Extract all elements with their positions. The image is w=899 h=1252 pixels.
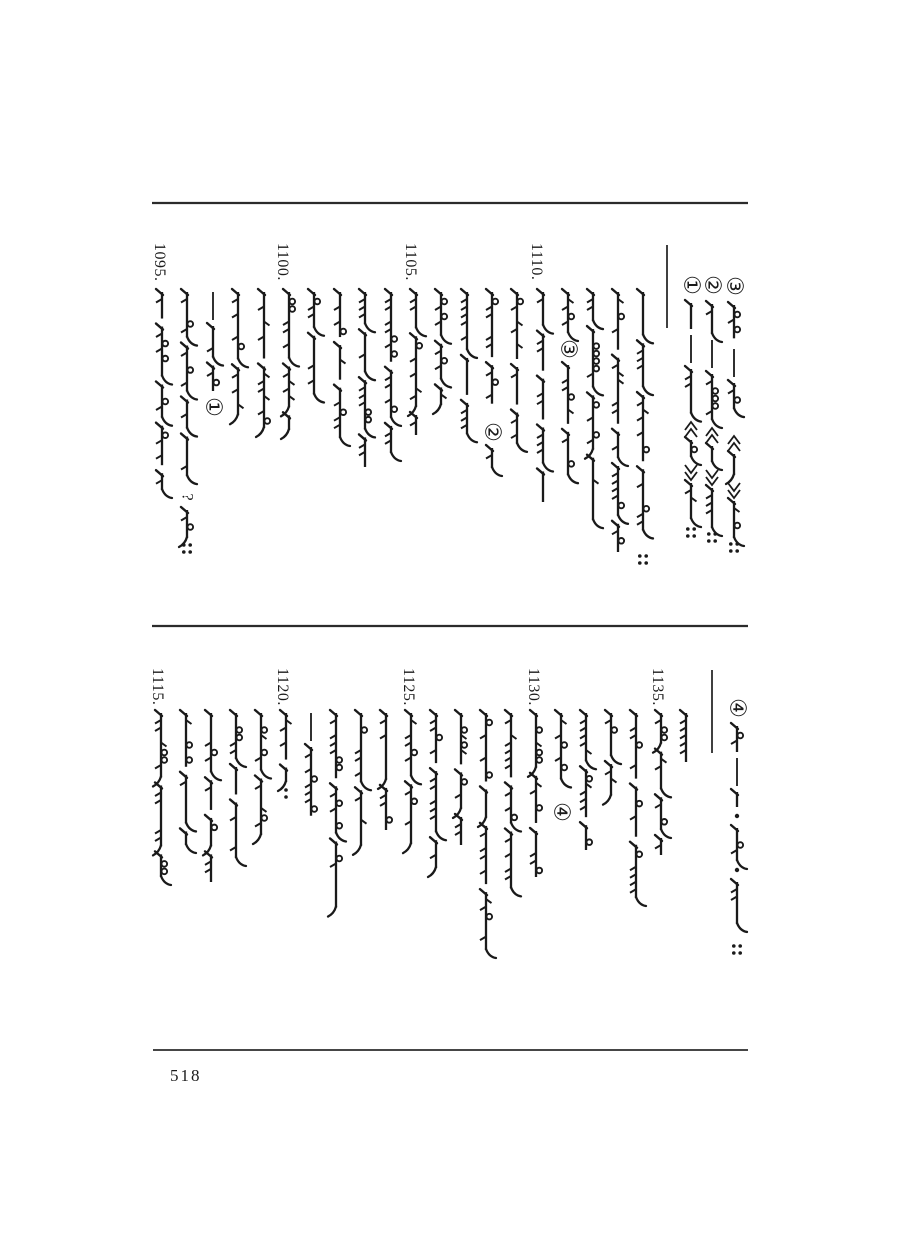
full-stop-mark [182, 543, 186, 547]
footnote-marker: ② [479, 422, 505, 442]
verse-column [505, 710, 521, 896]
verse-column [180, 710, 196, 853]
verse-column [480, 289, 505, 476]
verse-column [637, 289, 653, 565]
verse-column [253, 710, 271, 844]
verse-column [556, 289, 581, 483]
full-stop-mark [644, 554, 648, 558]
verse-column [156, 289, 172, 498]
verse-column [585, 289, 603, 528]
middle-dot-mark [735, 868, 739, 872]
full-stop-mark [729, 542, 733, 546]
full-stop-mark [707, 539, 711, 543]
line-number: 1130. [525, 668, 542, 706]
full-stop-mark [707, 532, 711, 536]
footnote-column [731, 723, 747, 955]
verse-column [278, 710, 292, 799]
verse-column [537, 289, 553, 502]
verse-column [308, 289, 324, 402]
open-quote-mark [706, 428, 718, 443]
close-quote-mark [728, 483, 740, 498]
verse-column [179, 289, 198, 554]
close-quote-mark [685, 465, 697, 480]
verse-column [256, 289, 270, 437]
footnote-column [706, 301, 722, 543]
full-stop-mark [729, 549, 733, 553]
verse-column [378, 710, 392, 830]
line-number: 1125. [400, 668, 417, 706]
verse-column [433, 289, 451, 414]
full-stop-mark [686, 534, 690, 538]
full-stop-mark [188, 550, 192, 554]
open-quote-mark [728, 436, 740, 451]
verse-column [549, 710, 574, 822]
verse-column [328, 710, 346, 917]
line-number: 1105. [402, 243, 419, 281]
full-stop-mark [738, 951, 742, 955]
line-number: 1135. [649, 668, 666, 706]
full-stop-mark [732, 951, 736, 955]
question-mark: ? [178, 493, 196, 501]
verse-column [612, 289, 628, 552]
verse-column [511, 289, 527, 452]
line-number: 1100. [274, 243, 291, 281]
verse-column [230, 289, 248, 424]
verse-column [153, 710, 171, 885]
full-stop-mark [638, 561, 642, 565]
line-number: 1115. [149, 668, 166, 706]
verse-column [680, 710, 687, 762]
footnote-number: ② [699, 275, 725, 295]
line-number: 1120. [274, 668, 291, 706]
full-stop-mark [713, 539, 717, 543]
footnote-marker: ④ [548, 802, 574, 822]
full-stop-mark [188, 543, 192, 547]
verse-column [478, 710, 496, 958]
full-stop-mark [692, 527, 696, 531]
verse-column [580, 710, 596, 850]
verse-band-2 [149, 668, 750, 958]
full-stop-mark [686, 527, 690, 531]
verse-column [230, 710, 246, 866]
verse-column [603, 710, 621, 805]
open-quote-mark [685, 422, 697, 437]
verse-column [334, 289, 350, 446]
footnote-number: ① [678, 275, 704, 295]
full-stop-mark [638, 554, 642, 558]
verse-column [305, 713, 317, 816]
close-quote-mark [706, 470, 718, 485]
full-stop-mark [644, 561, 648, 565]
verse-column [528, 710, 542, 877]
verse-column [653, 710, 671, 855]
verse-column [359, 289, 375, 467]
footnote-marker: ③ [555, 339, 581, 359]
verse-column [461, 289, 477, 442]
full-stop-mark [735, 549, 739, 553]
verse-column [201, 292, 226, 417]
verse-column [281, 289, 299, 439]
line-number: 1110. [528, 243, 545, 281]
footnote-number: ④ [724, 698, 750, 718]
verse-column [385, 289, 401, 461]
full-stop-mark [182, 550, 186, 554]
middle-dot-mark [735, 814, 739, 818]
verse-column [408, 289, 426, 435]
verse-column [403, 710, 421, 853]
full-stop-mark [713, 532, 717, 536]
colon-mark [284, 788, 288, 792]
page-number: 518 [170, 1066, 202, 1085]
verse-column [428, 710, 446, 877]
footnote-number: ③ [721, 276, 747, 296]
full-stop-mark [692, 534, 696, 538]
full-stop-mark [732, 944, 736, 948]
footnote-column [685, 300, 701, 538]
verse-column [203, 710, 221, 882]
footnote-column [726, 302, 744, 553]
verse-column [630, 710, 646, 906]
full-stop-mark [735, 542, 739, 546]
verse-column [453, 710, 467, 845]
verse-band-1 [151, 243, 747, 565]
colon-mark [284, 795, 288, 799]
footnote-marker: ① [200, 397, 226, 417]
full-stop-mark [738, 944, 742, 948]
line-number: 1095. [151, 243, 168, 282]
verse-column [353, 710, 371, 855]
